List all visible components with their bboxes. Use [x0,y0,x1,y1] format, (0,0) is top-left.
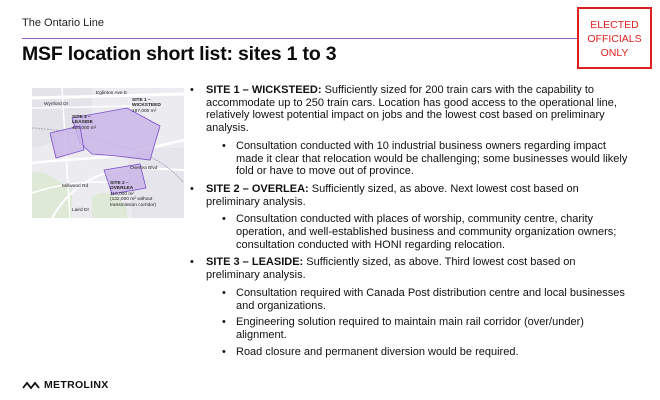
site-name: SITE 3 – LEASIDE: [206,256,304,269]
site-item [190,256,630,358]
slide-title: MSF location short list: sites 1 to 3 [22,43,337,65]
map-site-3-line: SITE 3 – [72,115,91,120]
map-street-label: Laird Dr [72,208,90,213]
metrolinx-logo [22,379,109,391]
map-graphic [32,88,184,218]
map-site-3-line: LEASIDE [72,120,93,126]
site-detail-point: • Engineering solution required to maintain main rail corridor (over/under) alignment. [206,316,630,341]
site-list [190,84,630,363]
map-site-2-label [110,181,158,208]
map-street-label: Millwood Rd [62,184,89,189]
map-site-2-note: (132,000 m² without transmission corridor) [110,197,157,208]
site-detail-point: • Consultation required with Canada Post distribution centre and local businesses and organizations. [206,287,630,312]
map-street-label: Wynford Dr [44,102,69,107]
map-site-1-line: WICKSTEED [132,103,161,109]
map-street-label: Eglinton Ave E [96,91,128,96]
badge-line: ELECTED [590,19,639,31]
elected-officials-only-badge [577,7,652,69]
site-item [190,183,630,252]
map-site-2-area: 110,000 m² [110,191,134,197]
site-detail-point: • Consultation conducted with places of worship, community centre, charity operation, and well-established business and community organization owners; consultation conducted with HONI regarding relocation. [206,213,630,251]
site-location-map [32,88,184,218]
site-detail-point: • Consultation conducted with 10 industrial business owners regarding impact made it clear that relocation would be challenging; some businesses would likely fold or have to move out of province. [206,140,630,178]
site-summary: Sufficiently sized, as above. Next lowest cost based on preliminary analysis. [206,182,579,208]
site-detail-point: • Road closure and permanent diversion would be required. [206,346,630,359]
site-name: SITE 2 – OVERLEA: [206,182,309,195]
header-divider [22,38,578,39]
map-site-2-line: OVERLEA [110,186,134,192]
map-site-3-label [72,115,96,131]
map-site-1-label [132,98,161,114]
metrolinx-mark-icon [22,381,40,390]
map-site-1-line: SITE 1 – [132,98,151,103]
badge-line: OFFICIALS [587,33,642,45]
site-summary: Sufficiently sized, as above. Third lowest cost based on preliminary analysis. [206,256,576,282]
site-summary: Sufficiently sized for 200 train cars with the capability to accommodate up to 250 train cars. Location has good access to the operational line, relatively lowest potential impact on jobs and the lowest cost based on preliminary analysis. [206,84,617,135]
presentation-topline: The Ontario Line [22,17,104,29]
badge-line: ONLY [600,47,629,59]
metrolinx-wordmark: METROLINX [44,379,109,391]
map-site-2-line: SITE 2 – [110,181,129,186]
map-site-3-area: 420,000 m² [72,125,97,131]
map-site-1-area: 197,000 m² [132,108,157,114]
site-name: SITE 1 – WICKSTEED: [206,84,322,96]
map-street-label: Overlea Blvd [130,166,158,171]
site-item [190,84,630,178]
